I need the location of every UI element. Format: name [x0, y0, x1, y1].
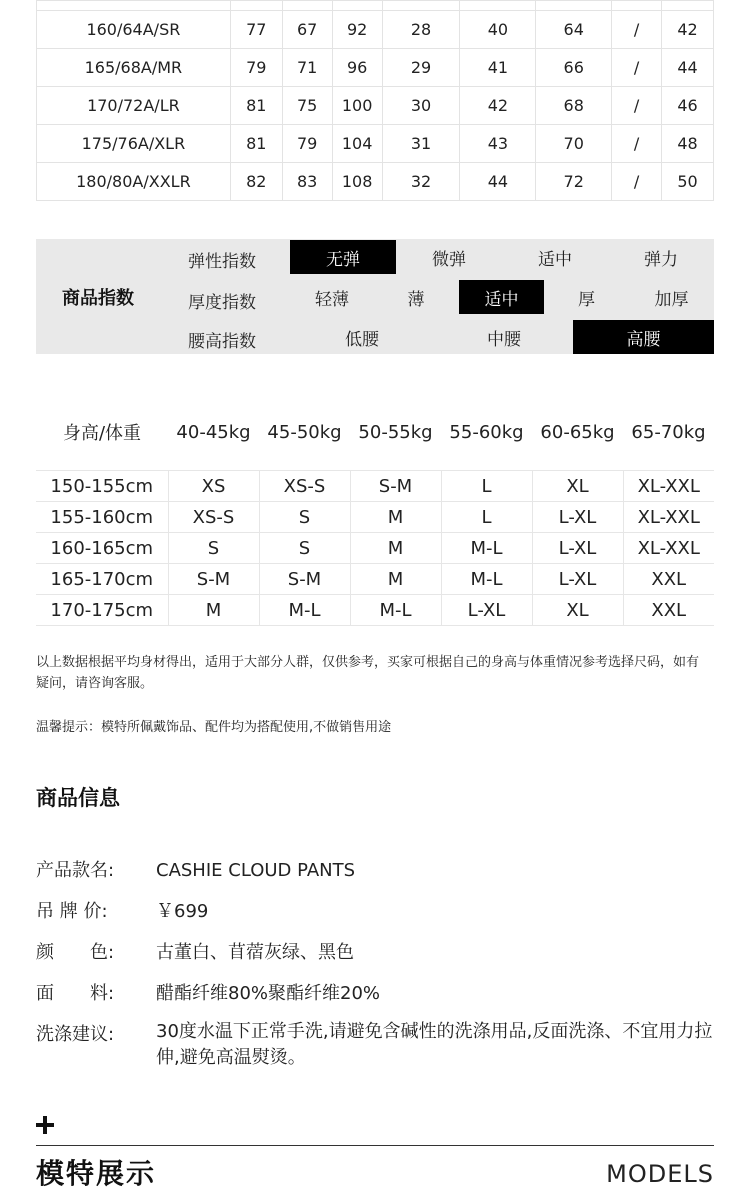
fit-cell: XXL — [623, 564, 714, 595]
fit-cell: XS — [168, 471, 259, 502]
size-cell: 170/72A/LR — [37, 87, 231, 125]
size-cell: 32 — [382, 163, 460, 201]
fit-header-cell: 65-70kg — [631, 421, 706, 443]
fit-cell: XXL — [623, 595, 714, 626]
fit-cell: XS-S — [168, 502, 259, 533]
info-label: 产品款名: — [36, 860, 115, 881]
fit-header-cell: 60-65kg — [540, 421, 615, 443]
info-label: 洗涤建议: — [36, 1024, 115, 1045]
size-cell: 68 — [536, 87, 612, 125]
fit-table — [36, 470, 714, 626]
fit-cell: XS-S — [259, 471, 350, 502]
size-cell: 64 — [536, 11, 612, 49]
table-row — [37, 87, 714, 125]
size-cell: 29 — [382, 49, 460, 87]
product-index-title: 商品指数 — [62, 287, 134, 309]
size-cell: 79 — [230, 49, 282, 87]
elasticity-option-selected: 无弹 — [290, 240, 396, 274]
thickness-option-selected: 适中 — [459, 280, 544, 314]
fit-cell: XL-XXL — [623, 533, 714, 564]
size-cell: 79 — [282, 125, 332, 163]
fit-cell: 170-175cm — [36, 595, 168, 626]
size-cell: 72 — [536, 163, 612, 201]
size-cell: / — [612, 163, 662, 201]
elasticity-option: 适中 — [538, 249, 572, 270]
fit-cell: M — [350, 502, 441, 533]
fit-cell: L-XL — [532, 564, 623, 595]
fit-cell: L-XL — [532, 502, 623, 533]
fit-cell: 155-160cm — [36, 502, 168, 533]
size-cell: 67 — [282, 11, 332, 49]
fit-cell: 160-165cm — [36, 533, 168, 564]
info-row-color — [36, 940, 716, 966]
fit-table-header — [36, 414, 714, 450]
fit-cell: S — [168, 533, 259, 564]
size-cell: 165/68A/MR — [37, 49, 231, 87]
fit-cell: M — [168, 595, 259, 626]
size-cell: 44 — [662, 49, 714, 87]
thickness-option: 厚 — [578, 289, 595, 310]
fit-cell: 150-155cm — [36, 471, 168, 502]
info-value: ￥699 — [156, 901, 209, 922]
size-cell: 160/64A/SR — [37, 11, 231, 49]
section-divider — [36, 1145, 714, 1146]
plus-icon — [36, 1116, 54, 1134]
size-disclaimer: 以上数据根据平均身材得出，适用于大部分人群，仅供参考，买家可根据自己的身高与体重情况参考选择尺码，如有疑问，请咨询客服。 — [36, 655, 700, 691]
size-cell: 175/76A/XLR — [37, 125, 231, 163]
info-value: 古董白、苜蓿灰绿、黑色 — [156, 942, 354, 963]
info-row-fabric — [36, 981, 716, 1007]
thickness-option: 轻薄 — [315, 289, 349, 310]
size-cell: 28 — [382, 11, 460, 49]
fit-cell: XL-XXL — [623, 502, 714, 533]
elasticity-option: 弹力 — [644, 249, 678, 270]
size-cell: 43 — [460, 125, 536, 163]
thickness-option: 加厚 — [654, 289, 689, 310]
fit-cell: M-L — [350, 595, 441, 626]
fit-cell: M-L — [441, 564, 532, 595]
size-cell: 71 — [282, 49, 332, 87]
size-cell: 42 — [460, 87, 536, 125]
waist-option: 中腰 — [487, 329, 521, 350]
fit-cell: S — [259, 502, 350, 533]
fit-cell: L-XL — [441, 595, 532, 626]
info-label: 面 料: — [36, 983, 115, 1004]
size-cell: / — [612, 125, 662, 163]
table-row — [36, 533, 714, 564]
info-row-name — [36, 858, 716, 884]
size-cell: / — [612, 87, 662, 125]
table-row — [37, 163, 714, 201]
size-cell: 70 — [536, 125, 612, 163]
size-cell: 104 — [332, 125, 382, 163]
waist-label: 腰高指数 — [188, 332, 256, 352]
size-cell: 66 — [536, 49, 612, 87]
product-index-panel — [36, 239, 714, 354]
fit-header-cell: 45-50kg — [267, 421, 342, 443]
fit-cell: S-M — [350, 471, 441, 502]
info-label: 颜 色: — [36, 942, 115, 963]
waist-option: 低腰 — [345, 329, 379, 350]
fit-cell: M — [350, 533, 441, 564]
thickness-option: 薄 — [407, 289, 425, 310]
table-row — [36, 564, 714, 595]
product-info-title: 商品信息 — [36, 786, 120, 810]
size-cell: / — [612, 11, 662, 49]
size-cell: 92 — [332, 11, 382, 49]
fit-cell: S — [259, 533, 350, 564]
size-cell: 96 — [332, 49, 382, 87]
info-row-care — [36, 1019, 716, 1071]
thickness-label: 厚度指数 — [188, 293, 256, 313]
size-cell: 100 — [332, 87, 382, 125]
table-row — [36, 595, 714, 626]
size-cell: 40 — [460, 11, 536, 49]
fit-cell: M-L — [259, 595, 350, 626]
size-cell: 44 — [460, 163, 536, 201]
info-value: CASHIE CLOUD PANTS — [156, 860, 356, 881]
waist-option-selected: 高腰 — [573, 320, 714, 354]
size-cell: 48 — [662, 125, 714, 163]
fit-header-cell: 身高/体重 — [62, 423, 142, 444]
elasticity-option: 微弹 — [432, 249, 466, 270]
fit-header-cell: 55-60kg — [449, 421, 524, 443]
fit-header-cell: 50-55kg — [358, 421, 433, 443]
fit-cell: XL — [532, 471, 623, 502]
size-cell: 77 — [230, 11, 282, 49]
size-table-cut-row — [37, 1, 714, 11]
fit-cell: M — [350, 564, 441, 595]
tip-note: 温馨提示：模特所佩戴饰品、配件均为搭配使用,不做销售用途 — [36, 720, 392, 735]
table-row — [36, 502, 714, 533]
size-cell: 31 — [382, 125, 460, 163]
models-title-cn: 模特展示 — [36, 1157, 157, 1190]
size-cell: 30 — [382, 87, 460, 125]
info-row-price — [36, 899, 716, 925]
size-cell: 81 — [230, 87, 282, 125]
fit-cell: XL-XXL — [623, 471, 714, 502]
table-row — [37, 11, 714, 49]
size-cell: 46 — [662, 87, 714, 125]
fit-cell: S-M — [259, 564, 350, 595]
fit-cell: S-M — [168, 564, 259, 595]
size-cell: 75 — [282, 87, 332, 125]
fit-cell: 165-170cm — [36, 564, 168, 595]
size-cell: / — [612, 49, 662, 87]
size-table — [36, 0, 714, 201]
size-cell: 41 — [460, 49, 536, 87]
info-value: 30度水温下正常手洗,请避免含碱性的洗涤用品,反面洗涤、不宜用力拉伸,避免高温熨烫。 — [156, 1021, 713, 1068]
info-label: 吊 牌 价: — [36, 901, 108, 922]
size-cell: 83 — [282, 163, 332, 201]
table-row — [36, 471, 714, 502]
fit-cell: M-L — [441, 533, 532, 564]
info-value: 醋酯纤维80%聚酯纤维20% — [156, 983, 381, 1004]
size-cell: 50 — [662, 163, 714, 201]
size-cell: 42 — [662, 11, 714, 49]
size-cell: 82 — [230, 163, 282, 201]
fit-cell: XL — [532, 595, 623, 626]
elasticity-label: 弹性指数 — [188, 252, 256, 272]
size-cell: 180/80A/XXLR — [37, 163, 231, 201]
table-row — [37, 49, 714, 87]
fit-cell: L — [441, 502, 532, 533]
models-title-en: MODELS — [606, 1160, 714, 1188]
size-cell: 108 — [332, 163, 382, 201]
fit-cell: L-XL — [532, 533, 623, 564]
fit-header-cell: 40-45kg — [176, 421, 251, 443]
size-cell: 81 — [230, 125, 282, 163]
fit-cell: L — [441, 471, 532, 502]
table-row — [37, 125, 714, 163]
